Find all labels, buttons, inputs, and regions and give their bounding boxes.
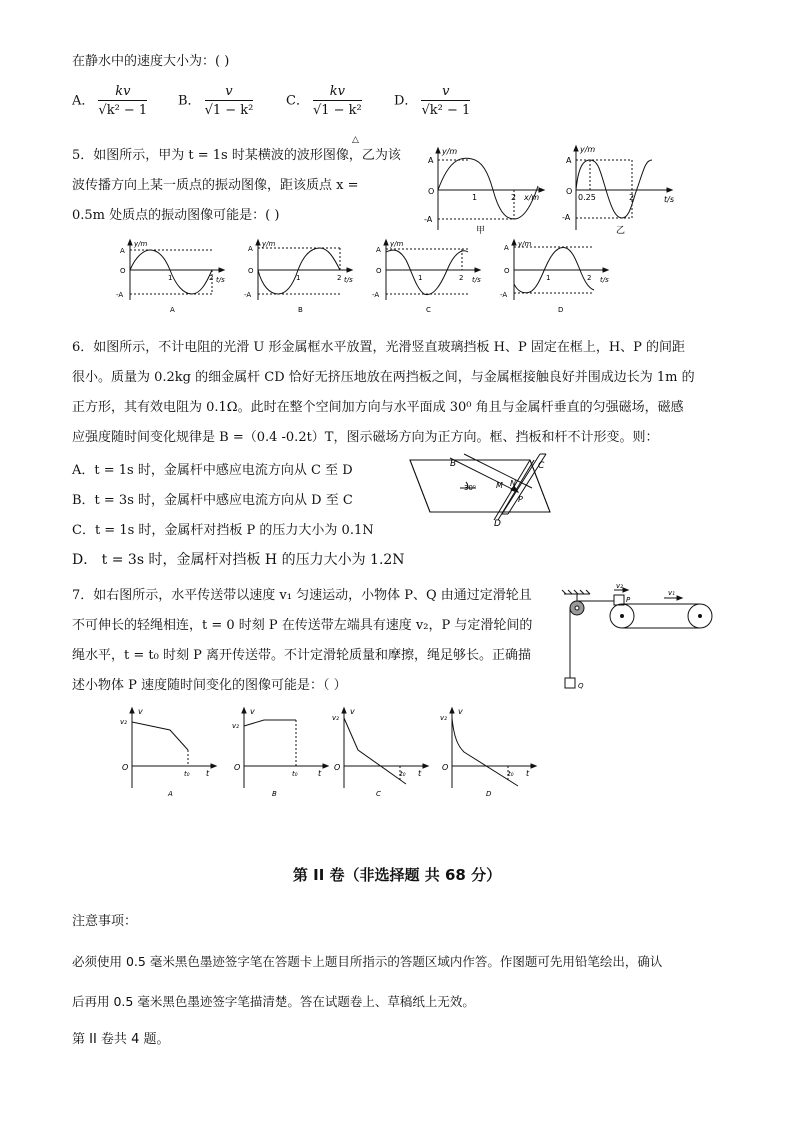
choice-b-label: B bbox=[298, 306, 303, 314]
yi-caption: 乙 bbox=[616, 226, 626, 234]
svg-text:D: D bbox=[494, 519, 501, 529]
svg-text:t: t bbox=[526, 769, 530, 778]
yi-ylabel: y/m bbox=[580, 145, 596, 154]
q7-conveyor-figure bbox=[560, 582, 720, 694]
q4-option-a: A． $\frac{kv}{\text{√k² − 1}}$ bbox=[72, 84, 148, 118]
yi-negA: -A bbox=[562, 213, 571, 222]
svg-text:v₂: v₂ bbox=[440, 714, 447, 722]
svg-text:v₂: v₂ bbox=[332, 714, 339, 722]
q6-line-2: 很小。质量为 0.2kg 的细金属杆 CD 恰好无挤压地放在两挡板之间，与金属框接触良好并围成边长为 1m 的 bbox=[72, 370, 695, 385]
q6-line-4: 应强度随时间变化规律是 B =（0.4 -0.2t）T，图示磁场方向为正方向。框、挡板和杆不计形变。则： bbox=[72, 430, 659, 445]
q4-option-d: D． $\frac{v}{\text{√k² − 1}}$ bbox=[394, 84, 471, 118]
svg-text:t/s: t/s bbox=[216, 276, 225, 284]
svg-text:v: v bbox=[250, 707, 255, 716]
svg-text:P: P bbox=[626, 596, 631, 604]
svg-text:O: O bbox=[334, 763, 341, 772]
svg-text:v₂: v₂ bbox=[232, 722, 239, 730]
q4-text: 在静水中的速度大小为：( ) bbox=[72, 54, 230, 69]
choice-c-label: C bbox=[426, 306, 431, 314]
q6-frame-figure bbox=[400, 450, 570, 530]
svg-text:2: 2 bbox=[209, 274, 214, 282]
jia-caption: 甲 bbox=[476, 226, 486, 234]
jia-tick1: 1 bbox=[472, 193, 478, 202]
q6-option-a: A．t = 1s 时，金属杆中感应电流方向从 C 至 D bbox=[72, 463, 353, 478]
svg-text:O: O bbox=[442, 763, 449, 772]
svg-text:1: 1 bbox=[546, 274, 551, 282]
q7-line-4: 述小物体 P 速度随时间变化的图像可能是：（ ） bbox=[72, 678, 347, 693]
q7-graph-a-label: A bbox=[168, 790, 173, 798]
q7-graph-c bbox=[324, 704, 432, 800]
q4-option-b: B． $\frac{v}{\text{√1 − k²}}$ bbox=[178, 84, 254, 118]
choice-a-label: A bbox=[170, 306, 175, 314]
svg-text:t: t bbox=[318, 769, 322, 778]
svg-text:B: B bbox=[450, 459, 457, 469]
svg-text:v: v bbox=[458, 707, 463, 716]
jia-tick2: 2 bbox=[511, 193, 517, 202]
q6-line-1: 6．如图所示，不计电阻的光滑 U 形金属框水平放置，光滑竖直玻璃挡板 H、P 固定在框上，H、P 的间距 bbox=[72, 340, 686, 355]
q7-graph-d-label: D bbox=[486, 790, 492, 798]
svg-text:1: 1 bbox=[168, 274, 173, 282]
svg-text:C: C bbox=[538, 461, 545, 471]
part2-heading: 第 II 卷（非选择题 共 68 分） bbox=[292, 866, 502, 884]
svg-text:y/m: y/m bbox=[262, 240, 276, 248]
svg-text:A: A bbox=[248, 245, 253, 253]
svg-text:P: P bbox=[518, 495, 523, 504]
svg-text:t₀: t₀ bbox=[508, 770, 514, 778]
q6-option-c: C．t = 1s 时，金属杆对挡板 P 的压力大小为 0.1N bbox=[72, 523, 374, 538]
svg-text:-A: -A bbox=[116, 291, 124, 299]
choice-d-label: D bbox=[558, 306, 564, 314]
q5-line-3: 0.5m 处质点的振动图像可能是：( ) bbox=[72, 208, 280, 223]
svg-text:A: A bbox=[376, 246, 381, 254]
q7-graph-b bbox=[224, 704, 332, 800]
svg-text:O: O bbox=[376, 267, 382, 275]
jia-A: A bbox=[428, 156, 434, 165]
svg-text:1: 1 bbox=[418, 274, 423, 282]
q5-line-2: 波传播方向上某一质点的振动图像，距该质点 x = bbox=[72, 178, 359, 193]
svg-text:O: O bbox=[504, 267, 510, 275]
svg-text:30⁰: 30⁰ bbox=[464, 484, 476, 492]
notice-line-2: 后再用 0.5 毫米黑色墨迹签字笔描清楚。答在试题卷上、草稿纸上无效。 bbox=[72, 994, 475, 1009]
q6-line-3: 正方形，其有效电阻为 0.1Ω。此时在整个空间加方向与水平面成 30⁰ 角且与金属杆垂直的匀强磁场，磁感 bbox=[72, 400, 684, 415]
svg-text:y/m: y/m bbox=[390, 240, 404, 248]
svg-text:t/s: t/s bbox=[472, 276, 481, 284]
yi-xlabel: t/s bbox=[664, 195, 674, 204]
q7-graph-b-label: B bbox=[272, 790, 277, 798]
svg-text:N: N bbox=[510, 479, 516, 488]
svg-text:-A: -A bbox=[500, 291, 508, 299]
svg-text:O: O bbox=[248, 267, 254, 275]
yi-A: A bbox=[566, 156, 572, 165]
svg-text:O: O bbox=[234, 763, 241, 772]
svg-text:y/m: y/m bbox=[134, 240, 148, 248]
q7-graph-a bbox=[112, 704, 220, 800]
svg-text:2: 2 bbox=[587, 274, 592, 282]
q5-choice-a-graph bbox=[112, 238, 230, 314]
svg-text:v: v bbox=[350, 707, 355, 716]
svg-text:t/s: t/s bbox=[344, 276, 353, 284]
svg-text:-A: -A bbox=[372, 291, 380, 299]
notice-title: 注意事项： bbox=[72, 914, 138, 929]
notice-line-1: 必须使用 0.5 毫米黑色墨迹签字笔在答题卡上题目所指示的答题区域内作答。作图题可先用铅笔绘出，确认 bbox=[72, 954, 663, 969]
svg-text:Q: Q bbox=[578, 682, 584, 690]
jia-negA: -A bbox=[424, 215, 433, 224]
svg-text:O: O bbox=[122, 763, 129, 772]
q5-choice-d-graph bbox=[496, 238, 614, 314]
q6-option-d: D． t = 3s 时，金属杆对挡板 H 的压力大小为 1.2N bbox=[72, 552, 405, 568]
svg-text:t: t bbox=[206, 769, 210, 778]
svg-text:t: t bbox=[418, 769, 422, 778]
svg-text:t/s: t/s bbox=[600, 276, 609, 284]
svg-text:y/m: y/m bbox=[518, 240, 532, 248]
q7-graph-c-label: C bbox=[376, 790, 381, 798]
svg-text:v₁: v₁ bbox=[668, 589, 675, 597]
q7-line-3: 绳水平，t = t₀ 时刻 P 离开传送带。不计定滑轮质量和摩擦，绳足够长。正确描 bbox=[72, 648, 531, 663]
svg-text:2: 2 bbox=[337, 274, 342, 282]
q5-choice-c-graph bbox=[368, 238, 486, 314]
yi-tick2: 2 bbox=[629, 193, 635, 202]
delta-mark: △ bbox=[352, 135, 359, 145]
q7-graph-d bbox=[432, 704, 540, 800]
part2-count: 第 II 卷共 4 题。 bbox=[72, 1032, 170, 1047]
q7-line-2: 不可伸长的轻绳相连，t = 0 时刻 P 在传送带左端具有速度 v₂，P 与定滑轮间的 bbox=[72, 618, 533, 633]
svg-text:v₂: v₂ bbox=[616, 582, 623, 590]
svg-text:A: A bbox=[120, 247, 125, 255]
yi-tick1: 0.25 bbox=[578, 193, 596, 202]
svg-text:A: A bbox=[504, 244, 509, 252]
svg-text:1: 1 bbox=[296, 274, 301, 282]
jia-ylabel: y/m bbox=[442, 147, 458, 156]
q7-line-1: 7．如右图所示，水平传送带以速度 v₁ 匀速运动，小物体 P、Q 由通过定滑轮且 bbox=[72, 588, 532, 603]
figure-jia-wave bbox=[420, 142, 550, 234]
svg-text:v₂: v₂ bbox=[120, 718, 127, 726]
yi-O: O bbox=[566, 187, 573, 196]
jia-O: O bbox=[428, 187, 435, 196]
svg-text:-A: -A bbox=[244, 291, 252, 299]
figure-yi-vibration bbox=[560, 142, 690, 234]
q6-option-b: B．t = 3s 时，金属杆中感应电流方向从 D 至 C bbox=[72, 493, 353, 508]
q5-line-1: 5．如图所示，甲为 t = 1s 时某横波的波形图像，乙为该 bbox=[72, 148, 401, 163]
svg-text:2: 2 bbox=[459, 274, 464, 282]
svg-text:v: v bbox=[138, 707, 143, 716]
svg-text:M: M bbox=[496, 481, 503, 490]
q4-option-c: C． $\frac{kv}{\text{√1 − k²}}$ bbox=[286, 84, 362, 118]
svg-text:t₀: t₀ bbox=[292, 770, 298, 778]
svg-text:O: O bbox=[120, 267, 126, 275]
svg-text:t₀: t₀ bbox=[400, 770, 406, 778]
svg-text:t₀: t₀ bbox=[184, 770, 190, 778]
jia-xlabel: x/m bbox=[524, 193, 540, 202]
q5-choice-b-graph bbox=[240, 238, 358, 314]
